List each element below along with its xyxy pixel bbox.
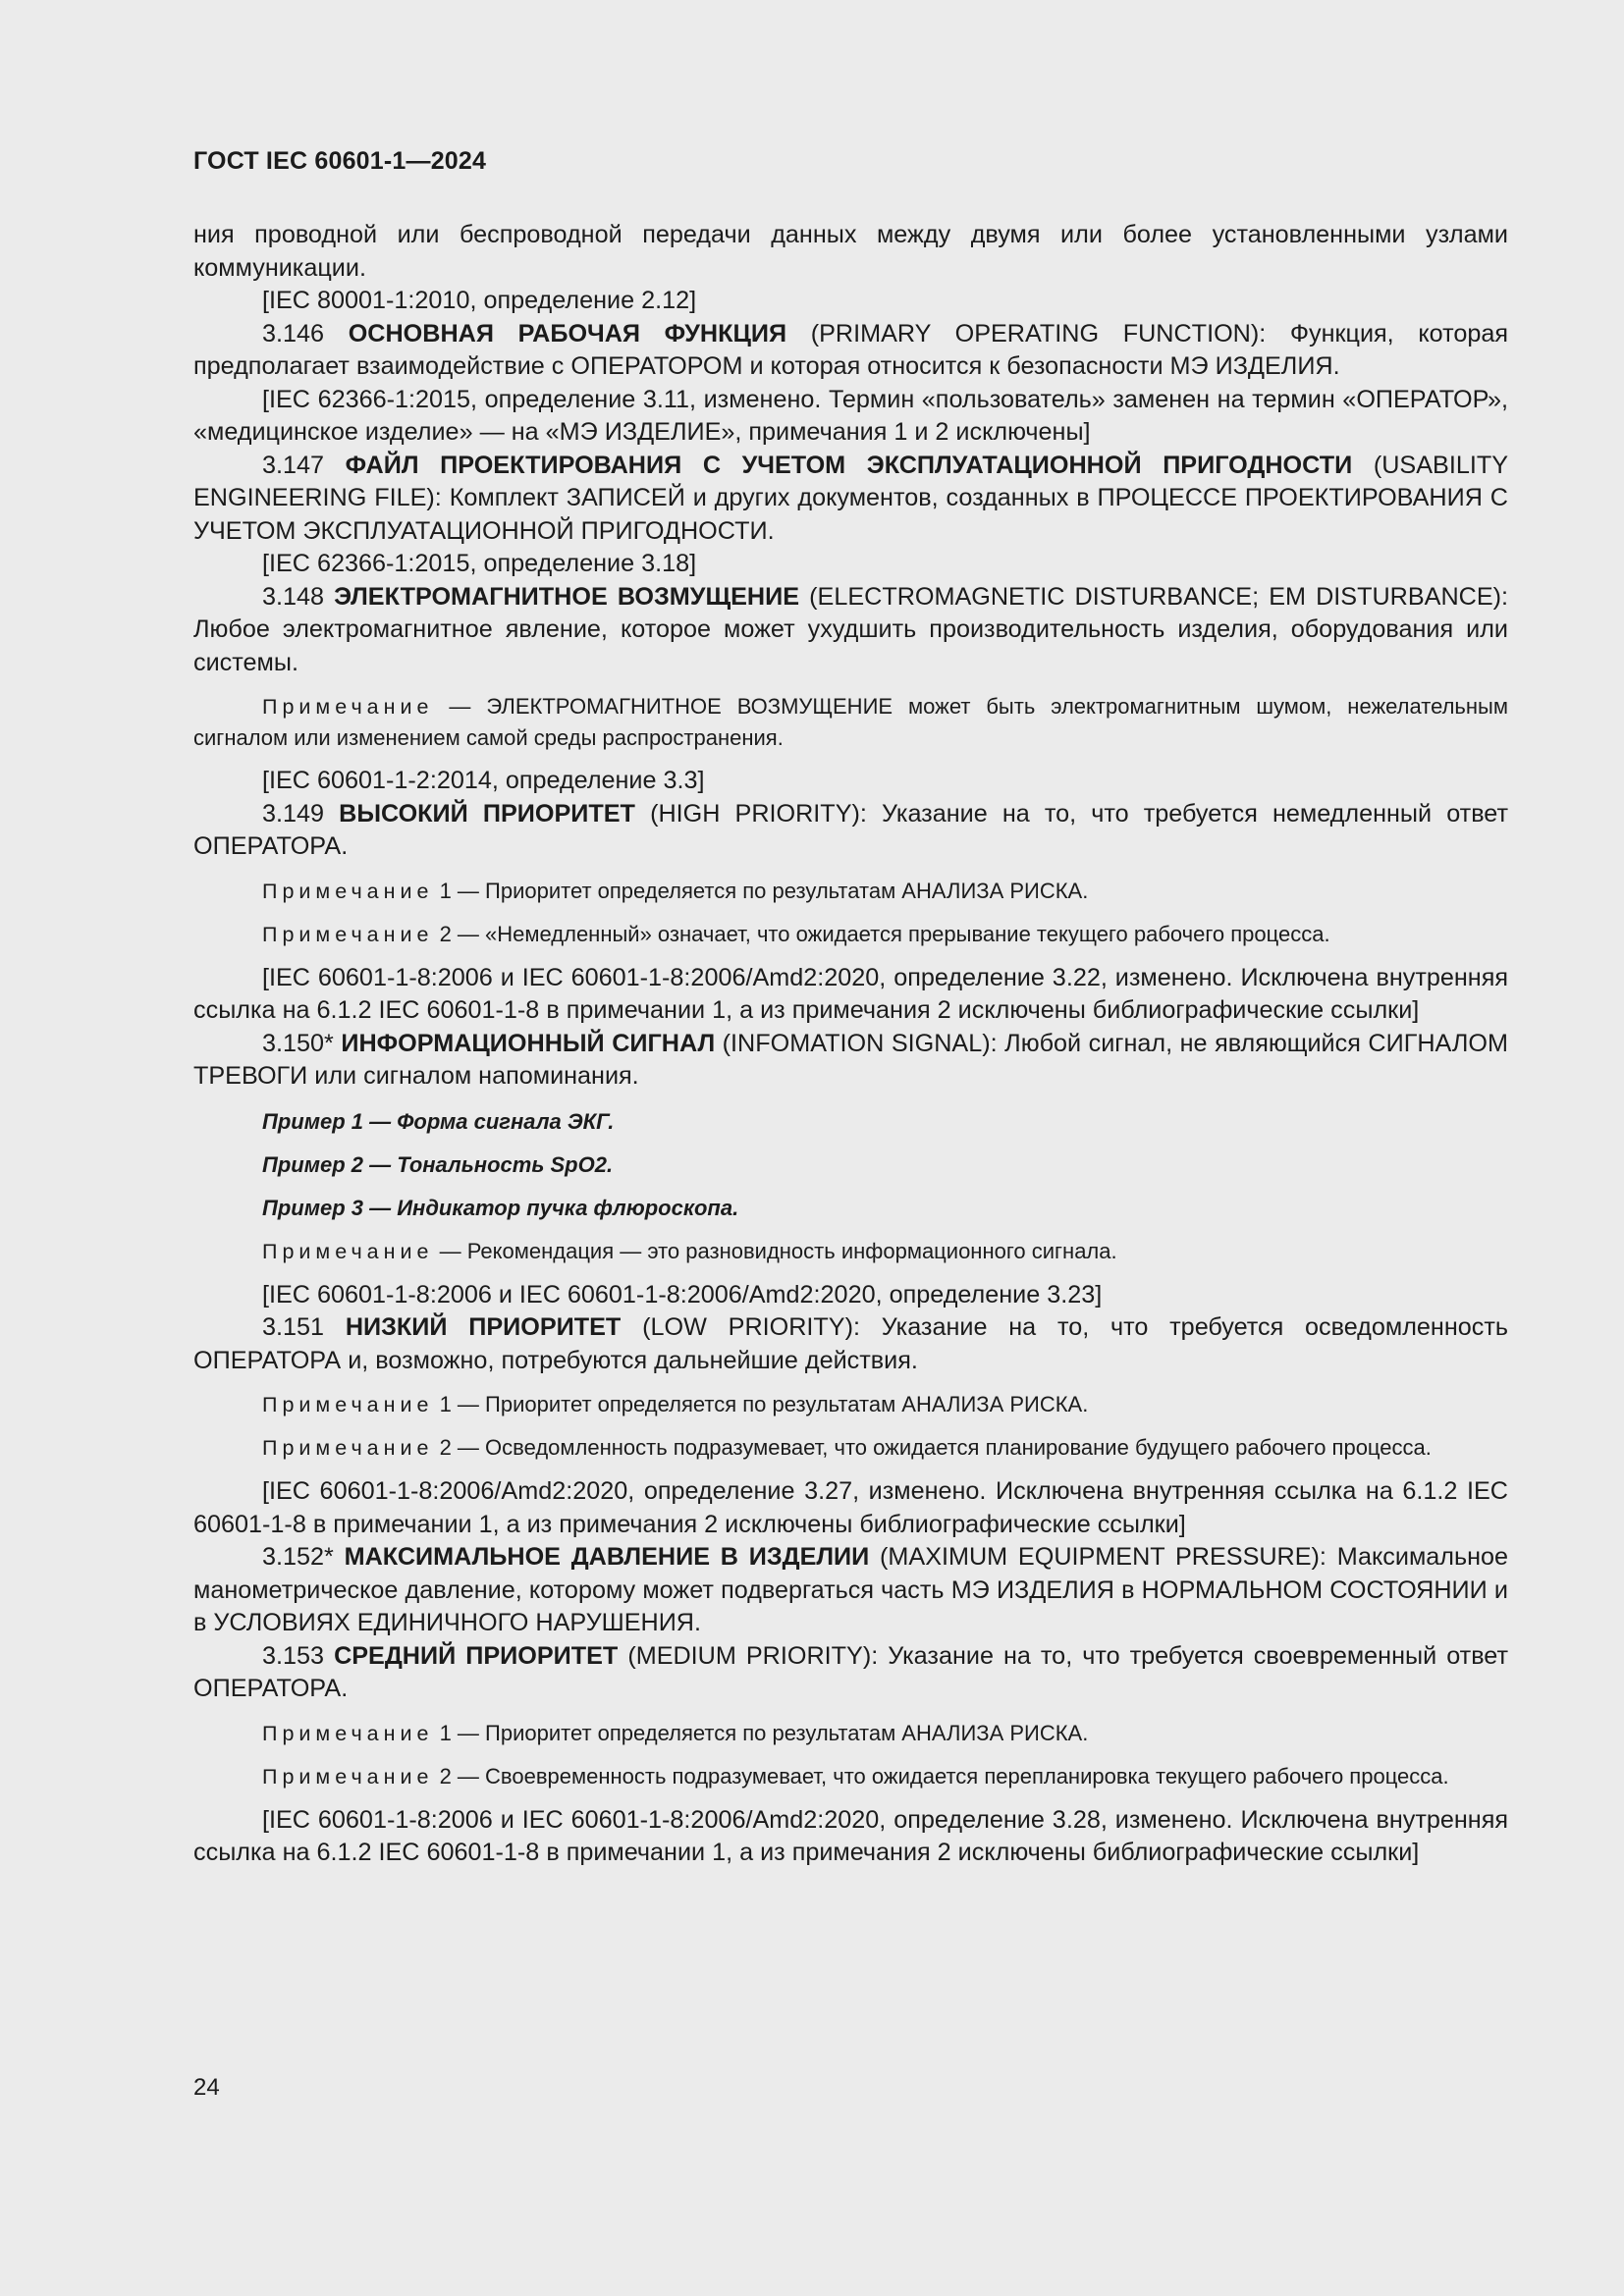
term-3-150 [193, 1028, 1508, 1094]
term-definition: (MEDIUM PRIORITY): Указание на то, что требуется своевременный ответ ОПЕРАТОРА. [193, 1641, 1509, 1702]
note [193, 1761, 1508, 1792]
term-definition: (INFOMATION SIGNAL): Любой сигнал, не являющийся СИГНАЛОМ ТРЕВОГИ или сигналом напоминания. [193, 1029, 1508, 1090]
term-definition: (ELECTROMAGNETIC DISTURBANCE; EM DISTURBANCE): Любое электромагнитное явление, которое может ухудшить производительность изделия, оборудования или системы. [193, 582, 1509, 676]
doc-header: ГОСТ IEC 60601-1—2024 [193, 147, 487, 175]
note [193, 1236, 1508, 1267]
para-continuation: ния проводной или беспроводной передачи данных между двумя или более установленными узлами коммуникации. [193, 221, 1508, 282]
note [193, 691, 1508, 753]
term-title: ВЫСОКИЙ ПРИОРИТЕТ [339, 799, 635, 828]
ref-3-28: [IEC 60601-1-8:2006 и IEC 60601-1-8:2006/Amd2:2020, определение 3.28, изменено. Исключена внутренняя ссылка на 6.1.2 IEC 60601-1-8 в примечании 1, а из примечания 2 исключены библиографические ссылки] [193, 1805, 1508, 1866]
note [193, 919, 1508, 950]
note-label: Примечание [262, 879, 434, 903]
note [193, 876, 1508, 907]
note-text: 2 — Своевременность подразумевает, что ожидается перепланировка текущего рабочего процесса. [439, 1763, 1449, 1789]
note-label: Примечание [262, 1239, 434, 1263]
term-3-153 [193, 1640, 1508, 1706]
note [193, 1389, 1508, 1420]
note-text: 1 — Приоритет определяется по результатам АНАЛИЗА РИСКА. [439, 1392, 1089, 1416]
ref-3-11: [IEC 62366-1:2015, определение 3.11, изменено. Термин «пользователь» заменен на термин «ОПЕРАТОР», «медицинское изделие» — на «МЭ ИЗДЕЛИЕ», примечания 1 и 2 исключены] [193, 385, 1508, 446]
term-title: МАКСИМАЛЬНОЕ ДАВЛЕНИЕ В ИЗДЕЛИИ [344, 1543, 870, 1571]
ref-3-18: [IEC 62366-1:2015, определение 3.18] [262, 550, 697, 577]
note-text: — ЭЛЕКТРОМАГНИТНОЕ ВОЗМУЩЕНИЕ может быть электромагнитным шумом, нежелательным сигналом или изменением самой среды распространения. [193, 694, 1508, 750]
note-label: Примечание [262, 1436, 434, 1460]
term-definition: (LOW PRIORITY): Указание на то, что требуется осведомленность ОПЕРАТОРА и, возможно, потребуются дальнейшие действия. [193, 1313, 1508, 1374]
term-title: ФАЙЛ ПРОЕКТИРОВАНИЯ С УЧЕТОМ ЭКСПЛУАТАЦИОННОЙ ПРИГОДНОСТИ [345, 451, 1353, 479]
term-definition: (HIGH PRIORITY): Указание на то, что требуется немедленный ответ ОПЕРАТОРА. [193, 799, 1508, 860]
term-definition: (USABILITY ENGINEERING FILE): Комплект ЗАПИСЕЙ и других документов, созданных в ПРОЦЕССЕ ПРОЕКТИРОВАНИЯ С УЧЕТОМ ЭКСПЛУАТАЦИОННОЙ ПРИГОДНОСТИ. [193, 451, 1509, 545]
term-number: 3.149 [262, 799, 325, 828]
example: Пример 2 — Тональность SpO2. [262, 1151, 614, 1177]
term-title: НИЗКИЙ ПРИОРИТЕТ [345, 1313, 622, 1341]
page-body [193, 219, 1508, 1870]
term-3-147 [193, 450, 1508, 549]
term-number: 3.152* [262, 1543, 334, 1571]
term-definition: (MAXIMUM EQUIPMENT PRESSURE): Максимальное манометрическое давление, которому может подвергаться часть МЭ ИЗДЕЛИЯ в НОРМАЛЬНОМ СОСТОЯНИИ и в УСЛОВИЯХ ЕДИНИЧНОГО НАРУШЕНИЯ. [193, 1543, 1509, 1636]
note-text: 2 — Осведомленность подразумевает, что ожидается планирование будущего рабочего процесса. [439, 1435, 1432, 1460]
term-number: 3.153 [262, 1641, 325, 1670]
term-number: 3.150* [262, 1029, 334, 1057]
note [193, 1432, 1508, 1464]
term-3-152 [193, 1541, 1508, 1640]
note-label: Примечание [262, 1393, 434, 1416]
term-title: ЭЛЕКТРОМАГНИТНОЕ ВОЗМУЩЕНИЕ [334, 582, 800, 611]
term-number: 3.148 [262, 582, 325, 611]
term-number: 3.151 [262, 1313, 325, 1341]
note-text: — Рекомендация — это разновидность информационного сигнала. [439, 1238, 1117, 1263]
term-3-151 [193, 1311, 1508, 1377]
ref-2-12: [IEC 80001-1:2010, определение 2.12] [262, 287, 697, 314]
note-label: Примечание [262, 1721, 434, 1745]
page-number: 24 [193, 2074, 220, 2101]
note-label: Примечание [262, 1764, 434, 1789]
example: Пример 1 — Форма сигнала ЭКГ. [262, 1108, 615, 1134]
note-text: 1 — Приоритет определяется по результатам АНАЛИЗА РИСКА. [439, 1720, 1089, 1745]
note-label: Примечание [262, 922, 434, 946]
term-title: СРЕДНИЙ ПРИОРИТЕТ [334, 1641, 619, 1670]
term-definition: (PRIMARY OPERATING FUNCTION): Функция, которая предполагает взаимодействие с ОПЕРАТОРОМ и которая относится к безопасности МЭ ИЗДЕЛИЯ. [193, 319, 1509, 380]
ref-3-23: [IEC 60601-1-8:2006 и IEC 60601-1-8:2006/Amd2:2020, определение 3.23] [262, 1280, 1103, 1308]
note-text: 1 — Приоритет определяется по результатам АНАЛИЗА РИСКА. [439, 878, 1089, 903]
note [193, 1718, 1508, 1749]
note-text: 2 — «Немедленный» означает, что ожидается прерывание текущего рабочего процесса. [439, 921, 1330, 946]
ref-3-22: [IEC 60601-1-8:2006 и IEC 60601-1-8:2006/Amd2:2020, определение 3.22, изменено. Исключена внутренняя ссылка на 6.1.2 IEC 60601-1-8 в примечании 1, а из примечания 2 исключены библиографические ссылки] [193, 963, 1508, 1024]
term-title: ИНФОРМАЦИОННЫЙ СИГНАЛ [341, 1029, 716, 1057]
term-number: 3.147 [262, 451, 325, 479]
term-3-146 [193, 318, 1508, 384]
term-3-149 [193, 798, 1508, 864]
ref-3-27: [IEC 60601-1-8:2006/Amd2:2020, определение 3.27, изменено. Исключена внутренняя ссылка на 6.1.2 IEC 60601-1-8 в примечании 1, а из примечания 2 исключены библиографические ссылки] [193, 1477, 1508, 1538]
term-number: 3.146 [262, 319, 325, 347]
term-3-148 [193, 581, 1508, 680]
term-title: ОСНОВНАЯ РАБОЧАЯ ФУНКЦИЯ [348, 319, 787, 347]
example: Пример 3 — Индикатор пучка флюроскопа. [262, 1195, 739, 1220]
note-label: Примечание [262, 695, 434, 719]
ref-3-3: [IEC 60601-1-2:2014, определение 3.3] [262, 767, 705, 794]
